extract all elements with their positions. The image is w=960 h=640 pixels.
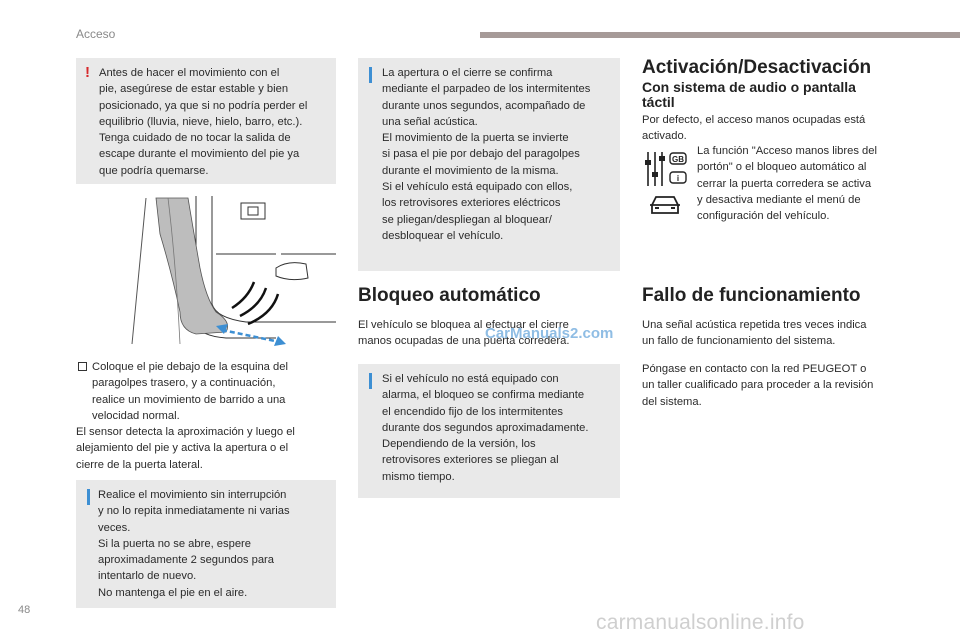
foot-sweep-illustration bbox=[76, 194, 336, 352]
info-box-alarm: Si el vehículo no está equipado con alarma, el bloqueo se confirma mediante el encendido fijo de los intermitentes durante dos segundos aproximadamente. Dependiendo de la versión, los retrovisores exteriores se pliegan al mismo tiempo. bbox=[358, 364, 620, 498]
leg-shape bbox=[156, 198, 228, 334]
motion-arcs-icon bbox=[232, 282, 278, 324]
step-instruction: Coloque el pie debajo de la esquina del paragolpes trasero, y a continuación, realice un movimiento de barrido a una velocidad normal. El sensor detecta la aproximación y luego el alejamiento del pie y activa la apertura o el cierre de la puerta lateral. bbox=[76, 361, 295, 471]
language-gb-label: GB bbox=[672, 155, 684, 164]
info-box-confirmation: La apertura o el cierre se confirma mediante el parpadeo de los intermitentes durante unos segundos, acompañado de una señal acústica. El movimiento de la puerta se invierte si pasa el pie por debajo del paragolpes durante el movimiento de la misma. Si el vehículo está equipado con ellos, los retrovisores exteriores eléctricos se pliegan/despliegan al bloquear/ desbloquear el vehículo. bbox=[358, 58, 620, 271]
malfunction-text-1: Una señal acústica repetida tres veces indica un fallo de funcionamiento del sistema. bbox=[642, 319, 867, 348]
info-box-movement: Realice el movimiento sin interrupción y no lo repita inmediatamente ni varias veces. Si la puerta no se abre, espere aproximadamente 2 segundos para intentarlo de nuevo. No mantenga el pie en el aire. bbox=[76, 480, 336, 608]
warning-text: Antes de hacer el movimiento con el pie, asegúrese de estar estable y bien posicionado, ya que si no podría perder el equilibrio (lluvia, nieve, hielo, barro, etc.). Tenga cuidado de no tocar la salida de escape durante el movimiento del pie ya que podría quemarse. bbox=[99, 67, 308, 177]
checkbox-bullet-icon bbox=[78, 362, 87, 371]
heading-automatic-lock: Bloqueo automático bbox=[358, 285, 541, 306]
feature-description: La función "Acceso manos libres del portón" o el bloqueo automático al cerrar la puerta corredera se activa y desactiva mediante el menú de configuración del vehículo. bbox=[697, 145, 877, 223]
info-icon bbox=[369, 373, 372, 389]
activation-intro: Por defecto, el acceso manos ocupadas está activado. bbox=[642, 114, 866, 143]
watermark: CarManuals2.com bbox=[485, 325, 614, 342]
heading-activation: Activación/Desactivación bbox=[642, 57, 872, 78]
subheading-audio-touchscreen: Con sistema de audio o pantalla táctil bbox=[642, 79, 856, 110]
page-number: 48 bbox=[18, 604, 31, 616]
settings-sliders-icon bbox=[644, 150, 688, 188]
other-leg bbox=[132, 198, 146, 344]
info-i-label: i bbox=[676, 174, 680, 183]
sweep-arrow-icon bbox=[222, 330, 280, 342]
heading-malfunction: Fallo de funcionamiento bbox=[642, 285, 861, 306]
warning-icon: ! bbox=[85, 64, 90, 81]
section-title: Acceso bbox=[76, 27, 116, 41]
info-icon bbox=[369, 67, 372, 83]
automatic-lock-body: El vehículo se bloquea al efectuar el cierre manos ocupadas de una puerta corredera. bbox=[358, 319, 570, 348]
malfunction-text-2: Póngase en contacto con la red PEUGEOT o un taller cualificado para proceder a la revisión del sistema. bbox=[642, 363, 874, 408]
info-icon bbox=[87, 489, 90, 505]
warning-box bbox=[76, 58, 336, 184]
header-accent-bar bbox=[480, 32, 960, 38]
footer-watermark: carmanualsonline.info bbox=[596, 611, 805, 634]
vehicle-icon bbox=[648, 193, 682, 217]
